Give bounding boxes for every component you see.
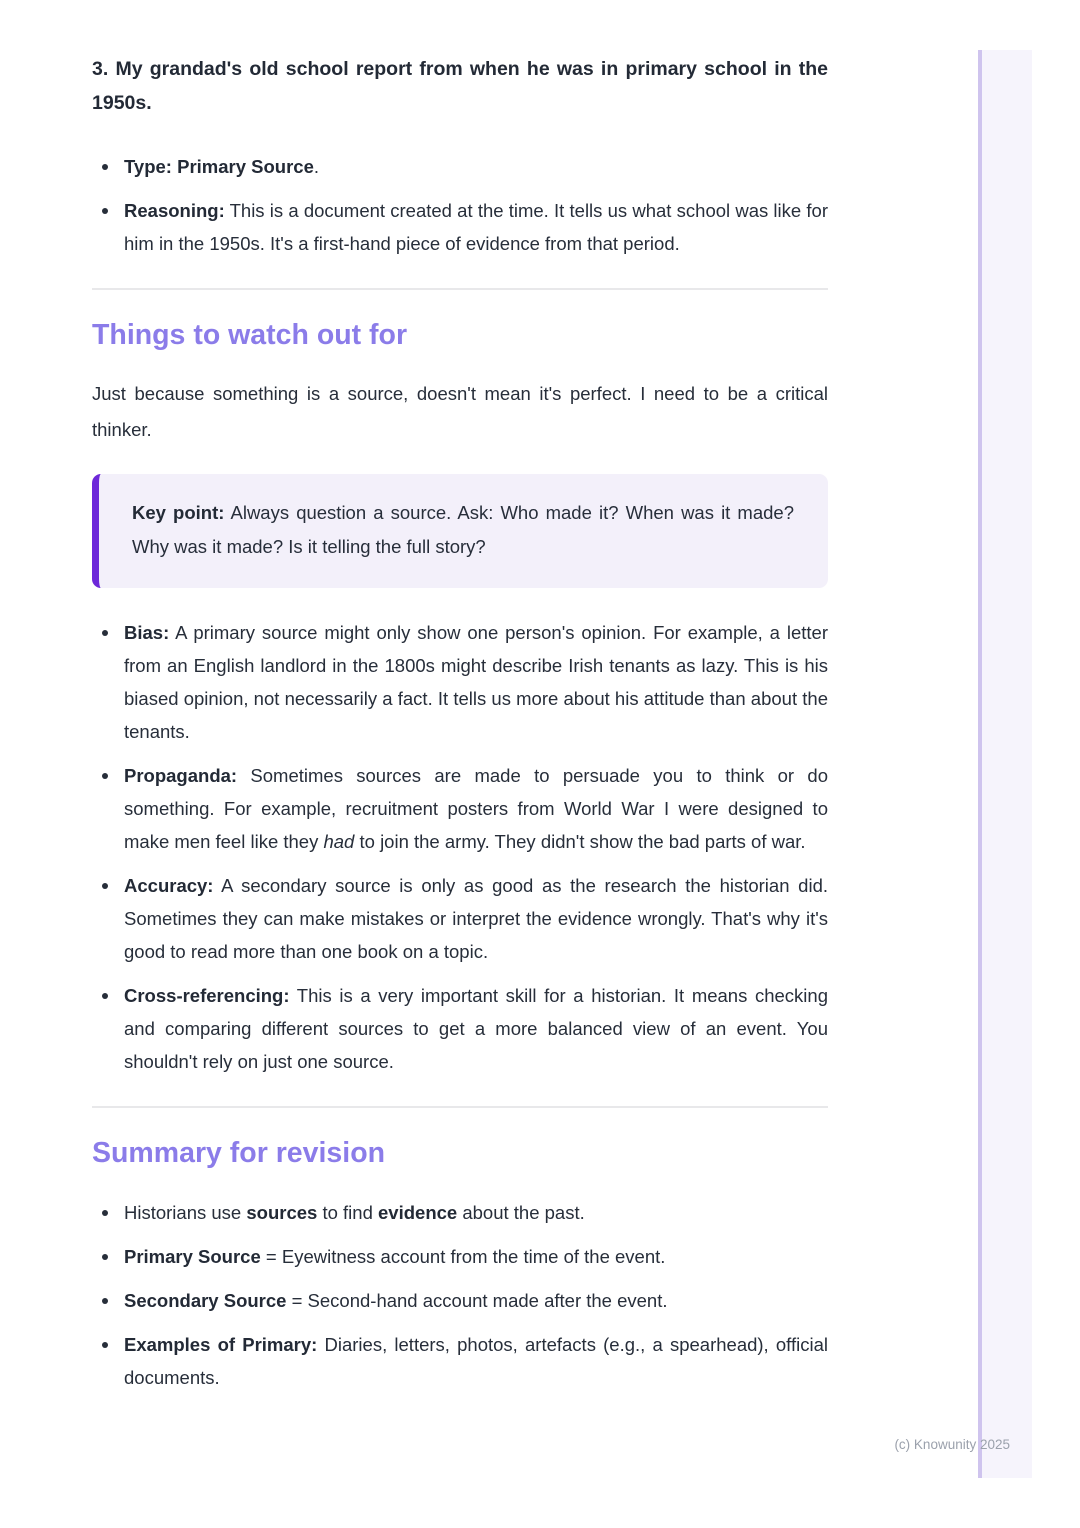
item-italic: had: [323, 831, 355, 852]
key-point-callout: [92, 474, 828, 588]
item-text: A primary source might only show one person's opinion. For example, a letter from an English landlord in the 1800s might describe Irish tenants as lazy. This is his biased opinion, not necessarily a fact. It tells us more about his attitude than about the tenants.: [124, 622, 828, 742]
item-term: sources: [246, 1202, 318, 1223]
section-3-heading: 3. My grandad's old school report from when he was in primary school in the 1950s.: [92, 58, 828, 114]
list-item-accuracy: [92, 869, 828, 968]
item-term: evidence: [378, 1202, 458, 1223]
list-item-bias: [92, 616, 828, 748]
watch-out-intro: Just because something is a source, doesn't mean it's perfect. I need to be a critical thinker.: [92, 383, 828, 440]
list-item-primary-source: [92, 1240, 828, 1273]
item-term: Bias:: [124, 622, 170, 643]
list-item-examples-of-primary: [92, 1328, 828, 1394]
item-term: Cross-referencing:: [124, 985, 290, 1006]
item-text: to join the army. They didn't show the bad parts of war.: [354, 831, 806, 852]
item-text: to find: [317, 1202, 379, 1223]
list-item-reasoning: [92, 194, 828, 260]
summary-heading: Summary for revision: [92, 1137, 386, 1169]
item-term: Type: Primary Source: [124, 156, 314, 177]
list-item-secondary-source: [92, 1284, 828, 1317]
section-divider: [92, 1106, 828, 1108]
item-text: Historians use: [124, 1202, 247, 1223]
item-term: Reasoning:: [124, 200, 225, 221]
list-item-propaganda: [92, 759, 828, 858]
item-text: = Second-hand account made after the event.: [286, 1290, 668, 1311]
list-item-cross-referencing: [92, 979, 828, 1078]
item-term: Primary Source: [124, 1246, 261, 1267]
item-text: = Eyewitness account from the time of the event.: [260, 1246, 666, 1267]
item-term: Accuracy:: [124, 875, 214, 896]
item-text: about the past.: [457, 1202, 585, 1223]
item-term: Examples of Primary:: [124, 1334, 318, 1355]
item-text: This is a very important skill for a historian. It means checking and comparing different sources to get a more balanced view of an event. You shouldn't rely on just one source.: [124, 985, 828, 1072]
key-point-label: Key point:: [132, 502, 225, 523]
item-term: Secondary Source: [124, 1290, 287, 1311]
item-text: .: [313, 156, 320, 177]
key-point-text: Always question a source. Ask: Who made it? When was it made? Why was it made? Is it telling the full story?: [132, 502, 794, 557]
section-divider: [92, 288, 828, 290]
item-text: Sometimes sources are made to persuade you to think or do something. For example, recruitment posters from World War I were designed to make men feel like they: [124, 765, 828, 852]
watch-out-list: [92, 616, 828, 1078]
list-item-type: [92, 150, 828, 183]
item-text: This is a document created at the time. It tells us what school was like for him in the 1950s. It's a first-hand piece of evidence from that period.: [124, 200, 828, 254]
summary-list: [92, 1196, 828, 1394]
item-text: A secondary source is only as good as the research the historian did. Sometimes they can make mistakes or interpret the evidence wrongly. That's why it's good to read more than one book on a topic.: [124, 875, 828, 962]
item-term: Propaganda:: [124, 765, 238, 786]
item-text: Diaries, letters, photos, artefacts (e.g., a spearhead), official documents.: [124, 1334, 828, 1388]
document-content: [92, 0, 828, 1405]
section-3-list: [92, 150, 828, 260]
watch-out-heading: Things to watch out for: [92, 319, 408, 351]
copyright-watermark: (c) Knowunity 2025: [894, 1437, 1010, 1452]
list-item-historians: [92, 1196, 828, 1229]
page-edge-strip: [978, 50, 1032, 1478]
